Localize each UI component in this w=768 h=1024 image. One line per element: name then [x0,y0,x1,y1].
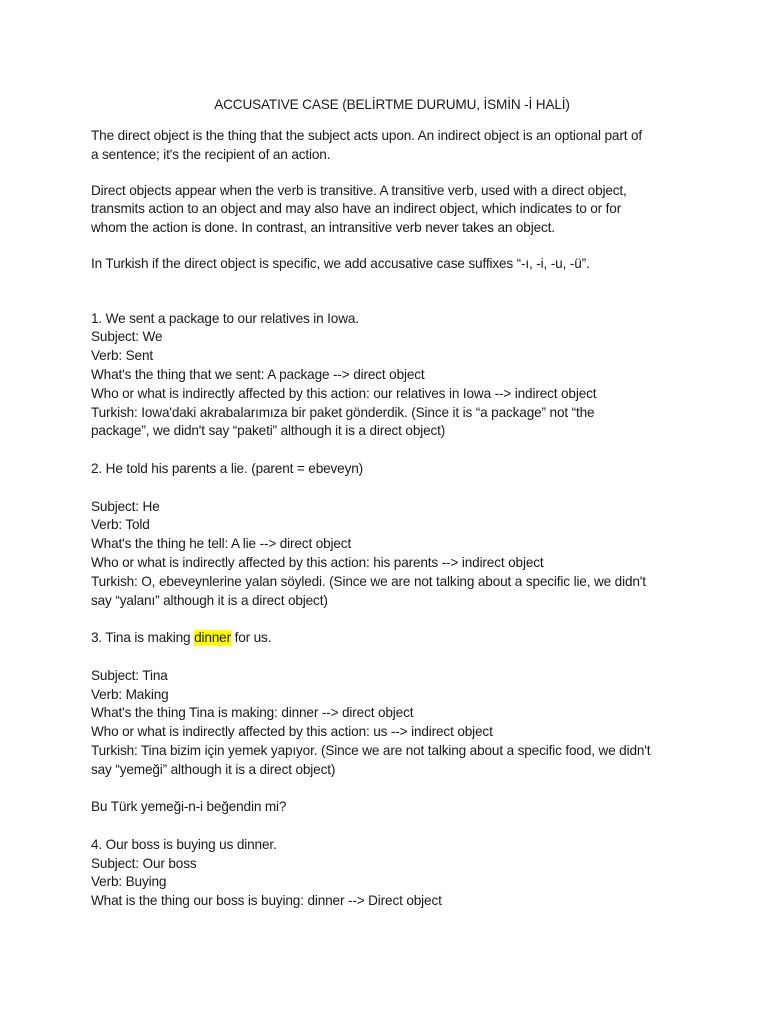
spacer [91,610,691,629]
example-verb: Verb: Told [91,517,150,533]
example-subject: Subject: We [91,329,163,345]
example-subject: Subject: He [91,498,160,514]
example-1 [91,310,691,442]
example-direct-object: What's the thing Tina is making: dinner --> direct object [91,705,414,721]
example-turkish: say “yalanı” although it is a direct object) [91,592,328,608]
text-line: The direct object is the thing that the subject acts upon. An indirect object is an optional part of [91,128,642,143]
example-verb: Verb: Sent [91,348,153,364]
text-line: In Turkish if the direct object is specific, we add accusative case suffixes “-ı, -i, -u, -ü”. [91,255,590,271]
example-direct-object: What's the thing that we sent: A package --> direct object [91,366,425,382]
text-line: a sentence; it's the recipient of an action. [91,146,331,162]
spacer [91,648,691,667]
example-verb: Verb: Making [91,686,169,702]
example-direct-object: What is the thing our boss is buying: dinner --> Direct object [91,893,442,909]
example-4 [91,836,691,911]
example-verb: Verb: Buying [91,874,167,890]
document-body [91,95,691,911]
example-turkish: Turkish: O, ebeveynlerine yalan söyledi. (Since we are not talking about a specific lie, we didn't [91,573,646,589]
example-turkish: say “yemeği” although it is a direct object) [91,761,336,777]
text-line: transmits action to an object and may also have an indirect object, which indicates to or for [91,201,622,217]
example-heading: 1. We sent a package to our relatives in Iowa. [91,310,359,326]
example-indirect-object: Who or what is indirectly affected by this action: our relatives in Iowa --> indirect object [91,385,597,401]
spacer [91,780,691,799]
text-line: Direct objects appear when the verb is transitive. A transitive verb, used with a direct object, [91,182,627,198]
example-turkish: Turkish: Tina bizim için yemek yapıyor. (Since we are not talking about a specific food, we didn't [91,742,651,758]
example-3 [91,629,691,817]
heading-text: for us. [230,630,272,646]
example-indirect-object: Who or what is indirectly affected by this action: his parents --> indirect object [91,554,544,570]
example-heading [91,629,691,648]
example-indirect-object: Who or what is indirectly affected by this action: us --> indirect object [91,724,493,740]
spacer [91,291,691,310]
intro-paragraph-2 [91,182,691,238]
highlighted-word: dinner [194,630,231,646]
example-turkish: package”, we didn't say “paketi” although it is a direct object) [91,423,446,439]
text-line: whom the action is done. In contrast, an intransitive verb never takes an object. [91,220,555,236]
intro-paragraph-3 [91,255,691,274]
example-2 [91,460,691,610]
spacer [91,817,691,836]
heading-text: 3. Tina is making [91,630,195,646]
example-turkish: Turkish: Iowa'daki akrabalarımıza bir paket gönderdik. (Since it is “a package” not “the [91,404,595,420]
spacer [91,479,691,498]
example-extra-sentence: Bu Türk yemeği-n-i beğendin mi? [91,799,287,815]
example-direct-object: What's the thing he tell: A lie --> direct object [91,536,352,552]
example-subject: Subject: Tina [91,667,168,683]
document-title: ACCUSATIVE CASE (BELİRTME DURUMU, İSMİN -İ HALİ) [214,97,570,112]
example-heading: 4. Our boss is buying us dinner. [91,836,277,852]
spacer [91,441,691,460]
intro-paragraph-1 [91,127,691,165]
example-heading: 2. He told his parents a lie. (parent = ebeveyn) [91,460,364,476]
example-subject: Subject: Our boss [91,855,197,871]
